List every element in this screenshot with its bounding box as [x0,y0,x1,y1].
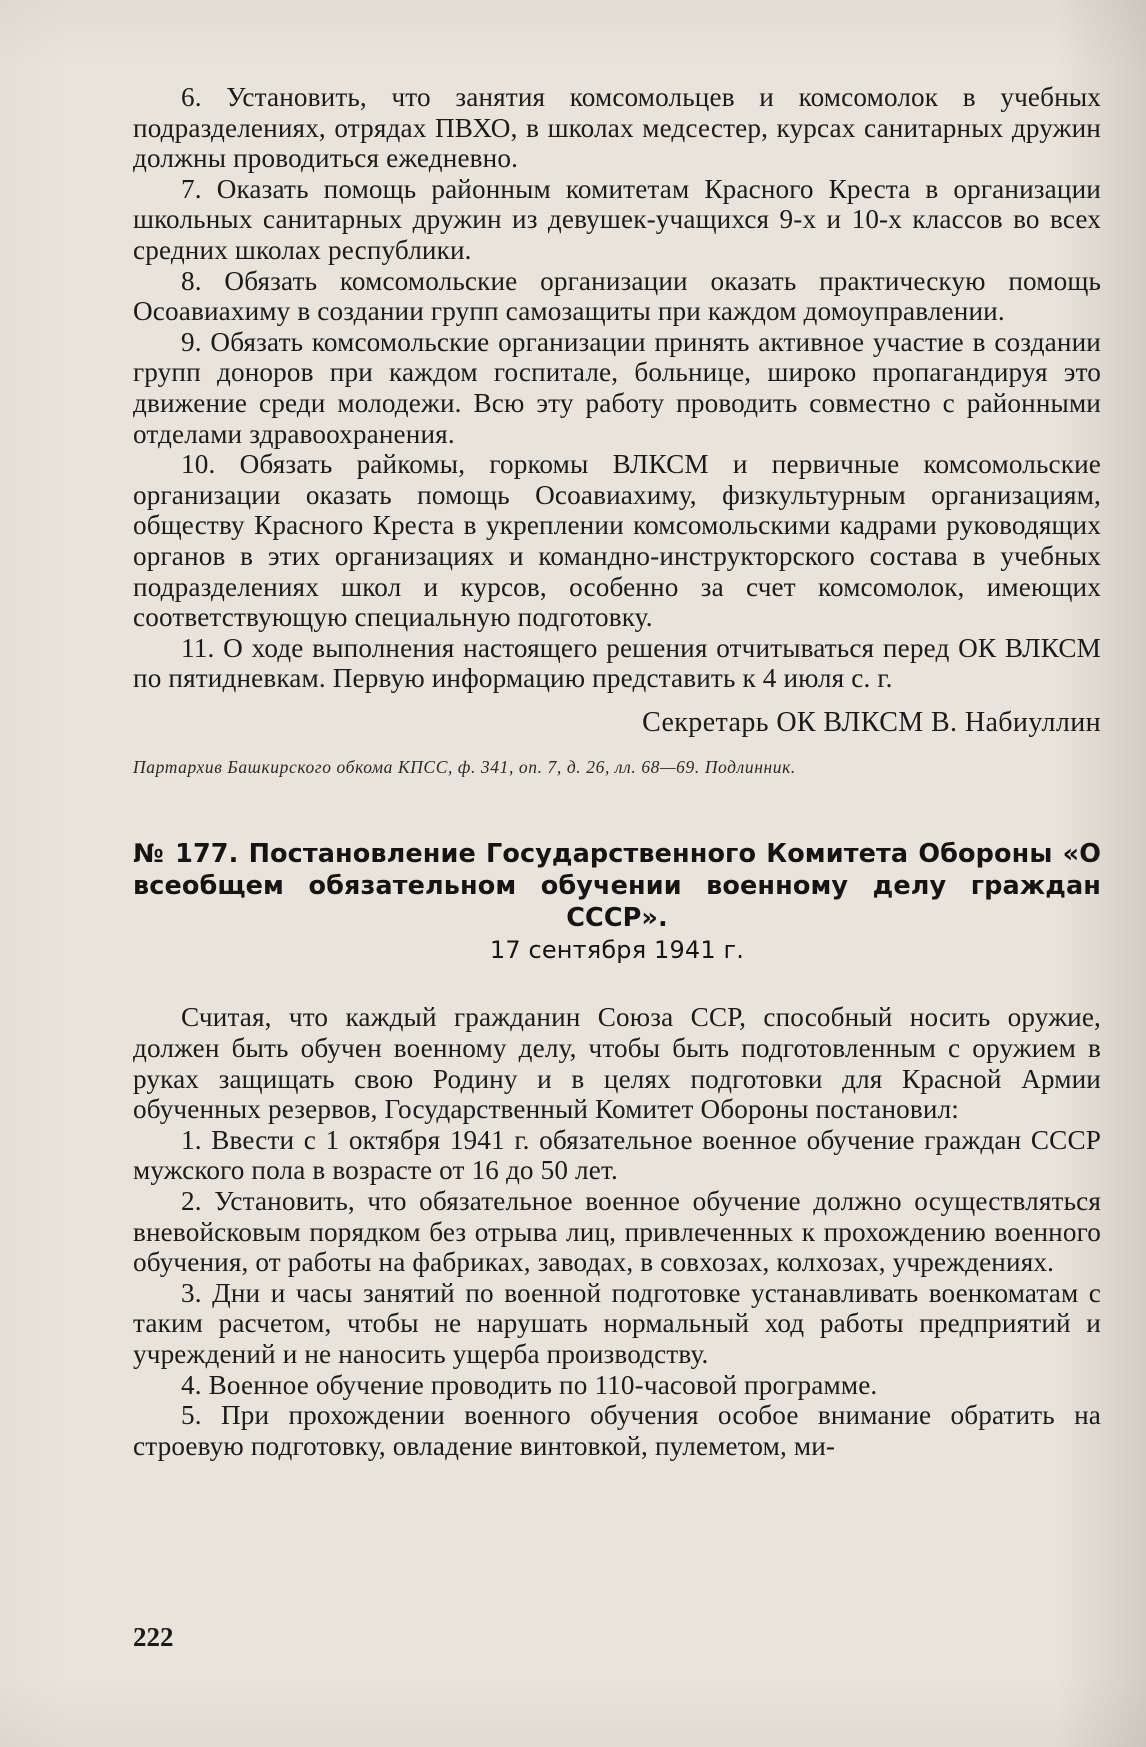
decree-item-4: 4. Военное обучение проводить по 110-часовой программе. [181,1369,878,1400]
decree-item-5: 5. При прохождении военного обучения особое внимание обратить на строевую подготовку, овладение винтовкой, пулеметом, ми- [133,1400,1101,1461]
decree-item-1: 1. Ввести с 1 октября 1941 г. обязательное военное обучение граждан СССР мужского пола в возрасте от 16 до 50 лет. [133,1124,1101,1186]
preamble-paragraph: Считая, что каждый гражданин Союза ССР, способный носить оружие, должен быть обучен военному делу, чтобы быть подготовленным с оружием в руках защищать свою Родину и в целях подготовки для Красной Армии обученных резервов, Государственный Комитет Обороны постановил: [133,1002,1101,1125]
page-number: 222 [133,1622,174,1652]
paragraph-item-7: 7. Оказать помощь районным комитетам Красного Креста в организации школьных санитарных дружин из девушек-учащихся 9-х и 10-х классов во всех средних школах республики. [133,173,1101,265]
paragraph-item-10: 10. Обязать райкомы, горкомы ВЛКСМ и первичные комсомольские организации оказать помощь Осоавиахиму, физкультурным организациям, обществу Красного Креста в укреплении комсомольскими кадрами руководящих органов в этих организациях и командно-инструкторского состава в учебных подразделениях школ и курсов, особенно за счет комсомолок, имеющих соответствующую специальную подготовку. [133,449,1101,633]
paragraph-item-8: 8. Обязать комсомольские организации оказать практическую помощь Осоавиахиму в создании групп самозащиты при каждом домоуправлении. [133,265,1101,327]
page-text [133,82,1101,1461]
decree-item-3: 3. Дни и часы занятий по военной подготовке устанавливать военкоматам с таким расчетом, чтобы не нарушать нормальный ход работы предприятий и учреждений и не наносить ущерба производству. [133,1277,1101,1369]
document-date: 17 сентября 1941 г. [489,936,745,965]
paragraph-item-11: 11. О ходе выполнения настоящего решения отчитываться перед ОК ВЛКСМ по пятидневкам. Первую информацию представить к 4 июля с. г. [133,632,1101,694]
decree-item-2: 2. Установить, что обязательное военное обучение должно осуществляться вневойсковым порядком без отрыва лиц, привлеченных к прохождению военного обучения, от работы на фабриках, заводах, в совхозах, колхозах, учреждениях. [133,1186,1101,1278]
archive-citation: Партархив Башкирского обкома КПСС, ф. 341, оп. 7, д. 26, лл. 68—69. Подлинник. [133,757,796,778]
spacer [133,966,1101,1002]
signature-line: Секретарь ОК ВЛКСМ В. Набиуллин [642,706,1101,738]
document-heading: № 177. Постановление Государственного Комитета Обороны «О всеобщем обязательном обучении военному делу граждан СССР». [133,839,1101,934]
paragraph-item-9: 9. Обязать комсомольские организации принять активное участие в создании групп доноров при каждом госпитале, больнице, широко пропагандируя это движение среди молодежи. Всю эту работу проводить совместно с районными отделами здравоохранения. [133,326,1101,449]
paragraph-item-6: 6. Установить, что занятия комсомольцев и комсомолок в учебных подразделениях, отрядах ПВХО, в школах медсестер, курсах санитарных дружин должны проводиться ежедневно. [133,82,1101,174]
